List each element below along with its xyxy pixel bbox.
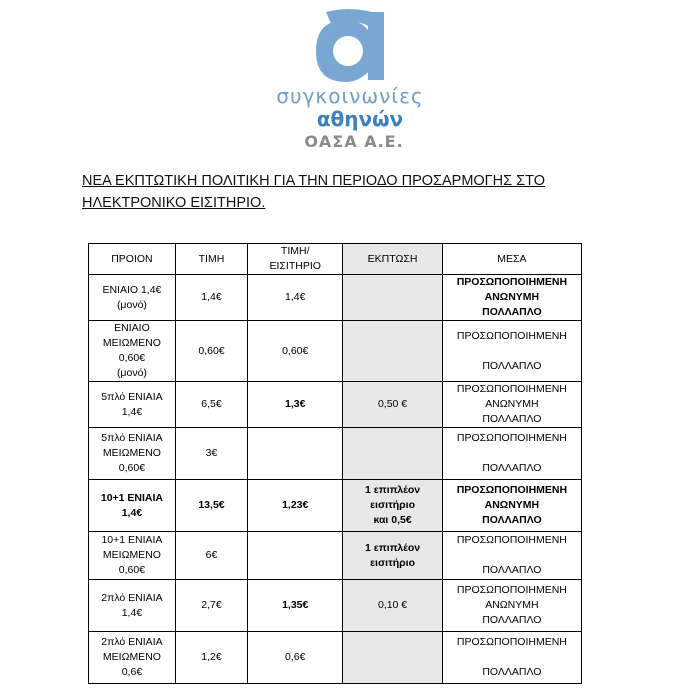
cell-line: εισιτήριο [370, 499, 416, 511]
table-row [89, 275, 582, 321]
media-cell [442, 632, 581, 684]
price-per-ticket-cell: 0,60€ [248, 321, 343, 382]
cell-line: ΑΝΩΝΥΜΗ [485, 599, 539, 611]
cell-line: ΑΝΩΝΥΜΗ [484, 499, 540, 511]
logo-line-1: συγκοινωνίες [276, 84, 424, 108]
cell-line: 0,60€ [118, 352, 146, 364]
cell-line: 5πλό ΕΝΙΑΙΑ [101, 390, 163, 403]
table-body [89, 275, 582, 684]
cell-line [447, 650, 577, 665]
media-cell [442, 428, 581, 480]
cell-line: ΠΡΟΣΩΠΟΠΟΙΗΜΕΝΗ [456, 636, 567, 648]
cell-line: ΠΡΟΣΩΠΟΠΟΙΗΜΕΝΗ [456, 484, 568, 496]
cell-line: ΠΡΟΣΩΠΟΠΟΙΗΜΕΝΗ [456, 534, 567, 546]
cell-line: 5πλό ΕΝΙΑΙΑ [101, 432, 163, 444]
cell-line: ΕΝΙΑΙΟ 1,4€ [102, 283, 162, 296]
cell-line: εισιτήριο [370, 556, 416, 569]
cell-line: ΑΝΩΝΥΜΗ [484, 291, 540, 303]
cell-line: 1 επιπλέον [364, 484, 421, 496]
cell-line: 1,4€ [121, 506, 143, 519]
price-table [88, 243, 582, 684]
discount-cell [343, 532, 442, 580]
oasa-logo-mark-icon [312, 6, 386, 84]
cell-line: 1,4€ [121, 405, 143, 418]
media-cell [442, 382, 581, 428]
table-header-row [89, 244, 582, 275]
media-cell [442, 532, 581, 580]
table-row [89, 480, 582, 532]
product-cell [89, 580, 176, 632]
price-per-ticket-cell: 0,6€ [248, 632, 343, 684]
price-per-ticket-cell [248, 428, 343, 480]
cell-line: (μονό) [116, 298, 147, 311]
table-row [89, 580, 582, 632]
logo-line-2: αθηνών [316, 107, 404, 131]
cell-line: 0,60€ [118, 564, 146, 576]
discount-cell [343, 480, 442, 532]
table-row [89, 532, 582, 580]
product-cell [89, 321, 176, 382]
price-per-ticket-cell: 1,4€ [248, 275, 343, 321]
price-cell: 2,7€ [175, 580, 247, 632]
cell-line: 1,4€ [121, 606, 143, 619]
logo-line-3: ΟΑΣΑ Α.Ε. [304, 132, 404, 151]
header-media: ΜΕΣΑ [442, 244, 581, 275]
cell-line: 2πλό ΕΝΙΑΙΑ [101, 591, 163, 604]
cell-line: ΜΕΙΩΜΕΝΟ [102, 337, 161, 349]
price-cell: 0,60€ [175, 321, 247, 382]
cell-line: ΜΕΙΩΜΕΝΟ [102, 651, 161, 663]
media-cell [442, 580, 581, 632]
cell-line: 2πλό ΕΝΙΑΙΑ [101, 636, 163, 648]
cell-line: 0,60€ [118, 462, 146, 474]
cell-line [447, 548, 577, 563]
cell-line: ΠΡΟΣΩΠΟΠΟΙΗΜΕΝΗ [456, 276, 568, 288]
cell-line: 0,50 € [377, 398, 408, 410]
price-cell: 1,2€ [175, 632, 247, 684]
discount-cell [343, 382, 442, 428]
discount-cell [343, 428, 442, 480]
price-cell: 6,5€ [175, 382, 247, 428]
cell-line: ΠΟΛΛΑΠΛΟ [482, 359, 542, 372]
table-row [89, 382, 582, 428]
discount-cell [343, 321, 442, 382]
price-cell: 6€ [175, 532, 247, 580]
cell-line: ΠΡΟΣΩΠΟΠΟΙΗΜΕΝΗ [456, 383, 567, 395]
cell-line: ΠΟΛΛΑΠΛΟ [482, 462, 542, 474]
cell-line: ΑΝΩΝΥΜΗ [485, 398, 539, 410]
cell-line: 0,6€ [121, 666, 143, 678]
product-cell [89, 532, 176, 580]
table-row [89, 428, 582, 480]
cell-line: ΠΡΟΣΩΠΟΠΟΙΗΜΕΝΗ [456, 584, 567, 596]
product-cell [89, 275, 176, 321]
price-cell: 1,4€ [175, 275, 247, 321]
header-price: ΤΙΜΗ [175, 244, 247, 275]
logo [240, 84, 460, 154]
cell-line: ΠΟΛΛΑΠΛΟ [482, 514, 542, 526]
cell-line: ΠΟΛΛΑΠΛΟ [482, 666, 542, 678]
cell-line: ΠΟΛΛΑΠΛΟ [482, 614, 542, 626]
media-cell [442, 480, 581, 532]
discount-cell [343, 580, 442, 632]
cell-line: ΠΡΟΣΩΠΟΠΟΙΗΜΕΝΗ [456, 432, 567, 444]
product-cell [89, 382, 176, 428]
page-title: ΝΕΑ ΕΚΠΤΩΤΙΚΗ ΠΟΛΙΤΙΚΗ ΓΙΑ ΤΗΝ ΠΕΡΙΟΔΟ ΠΡΟΣΑΡΜΟΓΗΣ ΣΤΟ ΗΛΕΚΤΡΟΝΙΚΟ ΕΙΣΙΤΗΡΙΟ. [82, 173, 545, 211]
cell-line: ΠΟΛΛΑΠΛΟ [482, 306, 542, 318]
cell-line: ΠΟΛΛΑΠΛΟ [482, 564, 542, 576]
cell-line [447, 344, 577, 359]
product-cell [89, 480, 176, 532]
price-per-ticket-cell: 1,3€ [248, 382, 343, 428]
header-price-per-ticket: ΤΙΜΗ/ ΕΙΣΙΤΗΡΙΟ [248, 244, 343, 275]
cell-line: (μονό) [116, 367, 147, 379]
price-per-ticket-cell: 1,23€ [248, 480, 343, 532]
cell-line: ΜΕΙΩΜΕΝΟ [102, 549, 161, 561]
price-per-ticket-cell: 1,35€ [248, 580, 343, 632]
table-row [89, 632, 582, 684]
header-product: ΠΡΟΙΟΝ [89, 244, 176, 275]
media-cell [442, 321, 581, 382]
price-per-ticket-cell [248, 532, 343, 580]
price-cell: 13,5€ [175, 480, 247, 532]
cell-line: ΠΡΟΣΩΠΟΠΟΙΗΜΕΝΗ [456, 329, 567, 342]
media-cell [442, 275, 581, 321]
cell-line: 10+1 ΕΝΙΑΙΑ [100, 491, 164, 504]
discount-cell [343, 632, 442, 684]
cell-line: 10+1 ΕΝΙΑΙΑ [101, 534, 163, 546]
cell-line: ΠΟΛΛΑΠΛΟ [482, 413, 542, 425]
cell-line: και 0,5€ [373, 514, 412, 526]
cell-line [447, 446, 577, 461]
cell-line: 0,10 € [377, 599, 408, 611]
header-discount: ΕΚΠΤΩΣΗ [343, 244, 442, 275]
product-cell [89, 428, 176, 480]
table-row [89, 321, 582, 382]
discount-cell [343, 275, 442, 321]
cell-line: 1 επιπλέον [364, 541, 421, 554]
cell-line: ΕΝΙΑΙΟ [114, 322, 150, 334]
product-cell [89, 632, 176, 684]
price-cell: 3€ [175, 428, 247, 480]
cell-line: ΜΕΙΩΜΕΝΟ [102, 447, 161, 459]
